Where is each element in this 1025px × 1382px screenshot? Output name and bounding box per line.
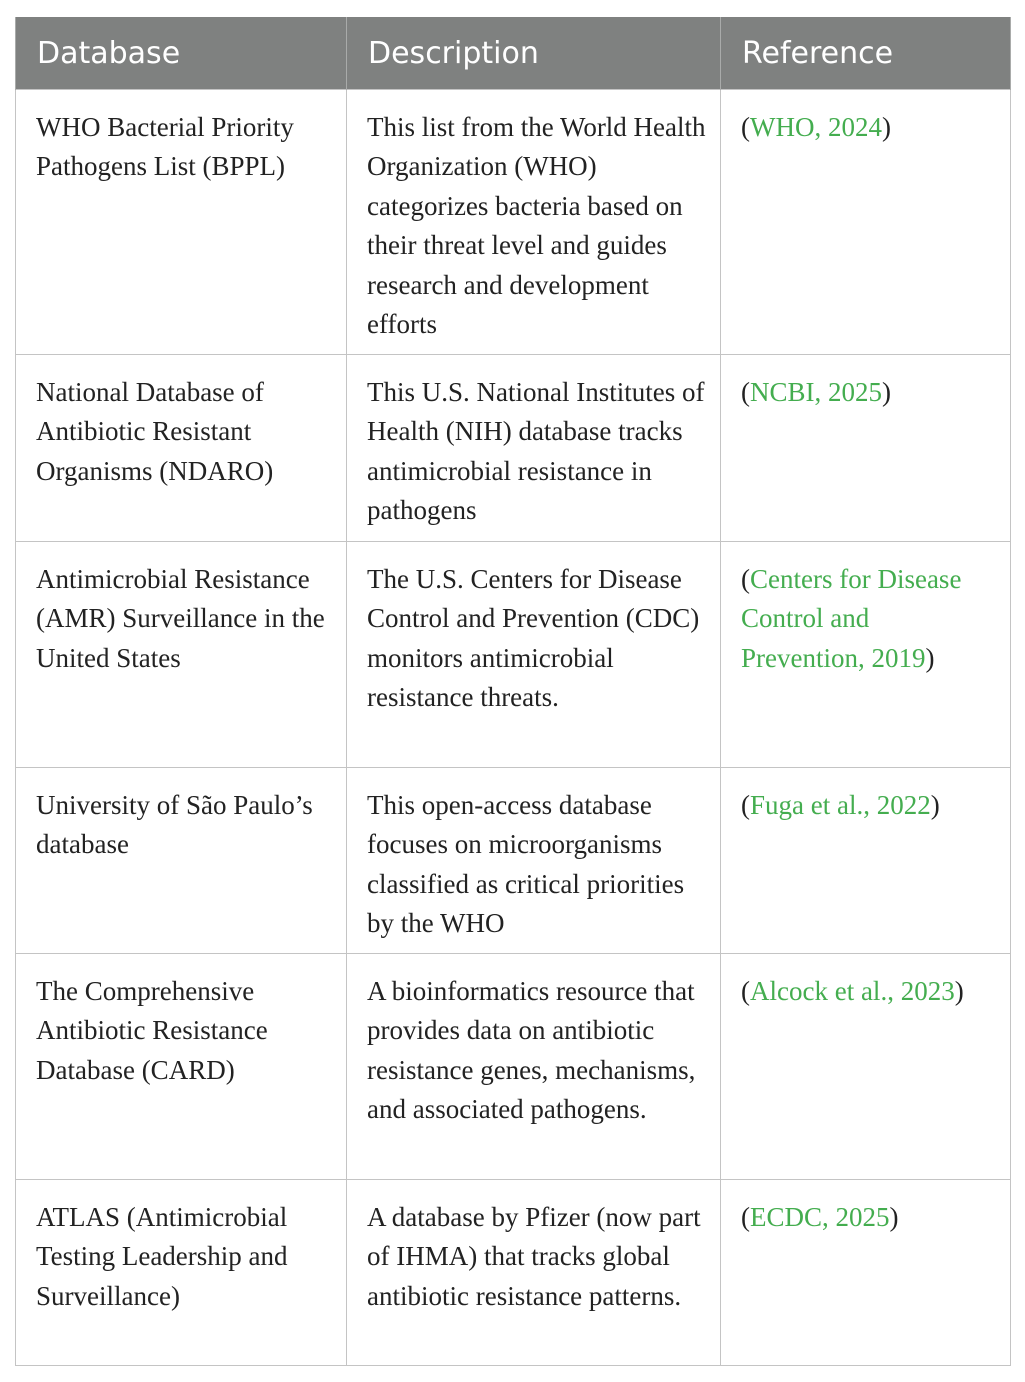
description-cell: A bioinformatics resource that provides data on antibiotic resistance genes, mechanisms, and associated pathogens.: [347, 954, 721, 1180]
header-reference: Reference: [721, 17, 1011, 90]
description-cell: A database by Pfizer (now part of IHMA) that tracks global antibiotic resistance patterns.: [347, 1180, 721, 1366]
paren-open: (: [741, 1202, 750, 1232]
description-cell: This list from the World Health Organization (WHO) categorizes bacteria based on their threat level and guides research and development efforts: [347, 90, 721, 355]
reference-link[interactable]: Alcock et al., 2023: [750, 976, 955, 1006]
paren-open: (: [741, 790, 750, 820]
paren-open: (: [741, 377, 750, 407]
database-cell: University of São Paulo’s database: [16, 768, 347, 954]
database-cell: ATLAS (Antimicrobial Testing Leadership and Surveillance): [16, 1180, 347, 1366]
reference-link[interactable]: Centers for Disease Control and Prevention, 2019: [741, 564, 962, 673]
paren-close: ): [889, 1202, 899, 1232]
paren-open: (: [741, 976, 750, 1006]
table-row: [16, 542, 1011, 768]
reference-link[interactable]: WHO, 2024: [750, 112, 882, 142]
header-description: Description: [347, 17, 721, 90]
reference-link[interactable]: ECDC, 2025: [750, 1202, 890, 1232]
table-row: [16, 768, 1011, 954]
paren-close: ): [930, 790, 940, 820]
reference-link[interactable]: Fuga et al., 2022: [750, 790, 931, 820]
reference-link[interactable]: NCBI, 2025: [750, 377, 883, 407]
database-cell: WHO Bacterial Priority Pathogens List (BPPL): [16, 90, 347, 355]
table-row: [16, 90, 1011, 355]
paren-close: ): [881, 112, 891, 142]
description-cell: The U.S. Centers for Disease Control and Prevention (CDC) monitors antimicrobial resistance threats.: [347, 542, 721, 768]
table-row: [16, 1180, 1011, 1366]
database-table: [15, 17, 1011, 1366]
paren-close: ): [882, 377, 892, 407]
description-cell: This U.S. National Institutes of Health (NIH) database tracks antimicrobial resistance in pathogens: [347, 355, 721, 542]
reference-cell: [721, 954, 1011, 1180]
paren-close: ): [925, 642, 935, 673]
table-row: [16, 355, 1011, 542]
header-database: Database: [16, 17, 347, 90]
paren-close: ): [954, 976, 964, 1006]
database-cell: The Comprehensive Antibiotic Resistance Database (CARD): [16, 954, 347, 1180]
paren-open: (: [741, 564, 750, 594]
database-cell: Antimicrobial Resistance (AMR) Surveillance in the United States: [16, 542, 347, 768]
reference-cell: [721, 768, 1011, 954]
header-row: [16, 17, 1011, 90]
reference-cell: [721, 1180, 1011, 1366]
reference-cell: [721, 355, 1011, 542]
description-cell: This open-access database focuses on microorganisms classified as critical priorities by the WHO: [347, 768, 721, 954]
reference-cell: [721, 90, 1011, 355]
database-cell: National Database of Antibiotic Resistant Organisms (NDARO): [16, 355, 347, 542]
reference-cell: [721, 542, 1011, 768]
table-row: [16, 954, 1011, 1180]
paren-open: (: [741, 112, 750, 142]
